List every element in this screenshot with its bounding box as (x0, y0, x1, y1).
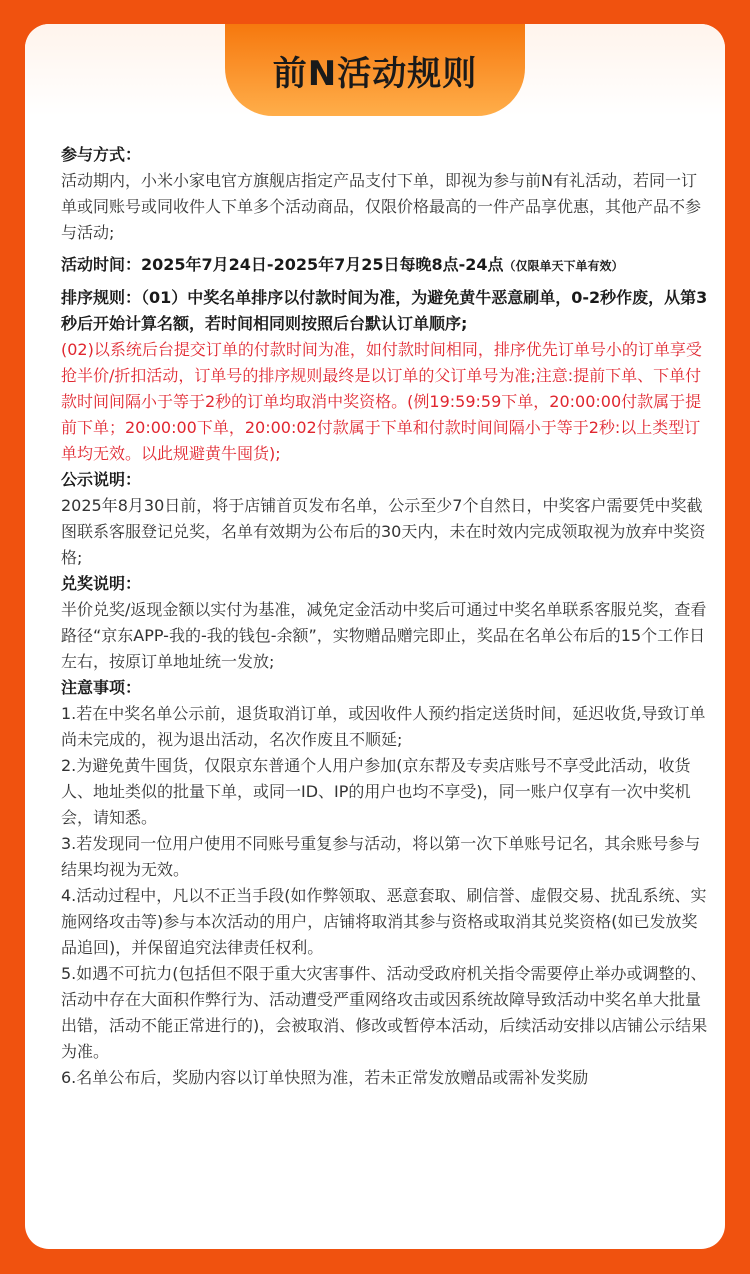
redemption-text: 半价兑奖/返现金额以实付为基准，减免定金活动中奖后可通过中奖名单联系客服兑奖，查看路径“京东APP-我的-我的钱包-余额”，实物赠品赠完即止，奖品在名单公布后的15个工作日左右，按原订单地址统一发放; (61, 600, 707, 671)
note-item: 1.若在中奖名单公示前，退货取消订单，或因收件人预约指定送货时间，延迟收货,导致订单尚未完成的，视为退出活动，名次作废且不顺延; (61, 704, 706, 749)
activity-time (61, 252, 711, 279)
ranking-rule-bold: 排序规则：（01）中奖名单排序以付款时间为准，为避免黄牛恶意刷单，0-2秒作废，从第3秒后开始计算名额，若时间相同则按照后台默认订单顺序; (61, 288, 708, 333)
activity-time-text: 活动时间：2025年7月24日-2025年7月25日每晚8点-24点 (61, 255, 504, 274)
participation-heading: 参与方式： (61, 145, 142, 164)
note-item: 2.为避免黄牛囤货，仅限京东普通个人用户参加(京东帮及专卖店账号不享受此活动，收货人、地址类似的批量下单，或同一ID、IP的用户也均不享受)，同一账户仅享有一次中奖机会，请知悉。 (61, 756, 691, 827)
page-title: 前N活动规则 (272, 54, 478, 94)
announcement-text: 2025年8月30日前，将于店铺首页发布名单，公示至少7个自然日，中奖客户需要凭中奖截图联系客服登记兑奖，名单有效期为公布后的30天内，未在时效内完成领取视为放弃中奖资格; (61, 496, 706, 567)
notes-heading: 注意事项： (61, 678, 142, 697)
note-item: 6.名单公布后，奖励内容以订单快照为准，若未正常发放赠品或需补发奖励 (61, 1068, 589, 1087)
note-item: 3.若发现同一位用户使用不同账号重复参与活动，将以第一次下单账号记名，其余账号参与结果均视为无效。 (61, 834, 701, 879)
rules-content (61, 142, 711, 1091)
announcement-heading: 公示说明： (61, 470, 142, 489)
ranking-rule-red: (02)以系统后台提交订单的付款时间为准，如付款时间相同，排序优先订单号小的订单享受抢半价/折扣活动，订单号的排序规则最终是以订单的父订单号为准;注意:提前下单、下单付款时间间隔小于等于2秒的订单均取消中奖资格。(例19:59:59下单，20:00:00付款属于提前下单；20:00:00下单，20:00:02付款属于下单和付款时间间隔小于等于2秒:以上类型订单均无效。以此规避黄牛囤货); (61, 340, 702, 463)
participation-text: 活动期内，小米小家电官方旗舰店指定产品支付下单，即视为参与前N有礼活动，若同一订单或同账号或同收件人下单多个活动商品，仅限价格最高的一件产品享优惠，其他产品不参与活动; (61, 171, 702, 242)
note-item: 5.如遇不可抗力(包括但不限于重大灾害事件、活动受政府机关指令需要停止举办或调整的、活动中存在大面积作弊行为、活动遭受严重网络攻击或因系统故障导致活动中奖名单大批量出错，活动不能正常进行的)，会被取消、修改或暂停本活动，后续活动安排以店铺公示结果为准。 (61, 964, 708, 1061)
rules-card (25, 24, 725, 1249)
rules-header (25, 24, 725, 116)
note-item: 4.活动过程中，凡以不正当手段(如作弊领取、恶意套取、刷信誉、虚假交易、扰乱系统、实施网络攻击等)参与本次活动的用户，店铺将取消其参与资格或取消其兑奖资格(如已发放奖品追回)，并保留追究法律责任权利。 (61, 886, 707, 957)
redemption-heading: 兑奖说明： (61, 574, 142, 593)
activity-time-note: （仅限单天下单有效） (503, 259, 624, 273)
